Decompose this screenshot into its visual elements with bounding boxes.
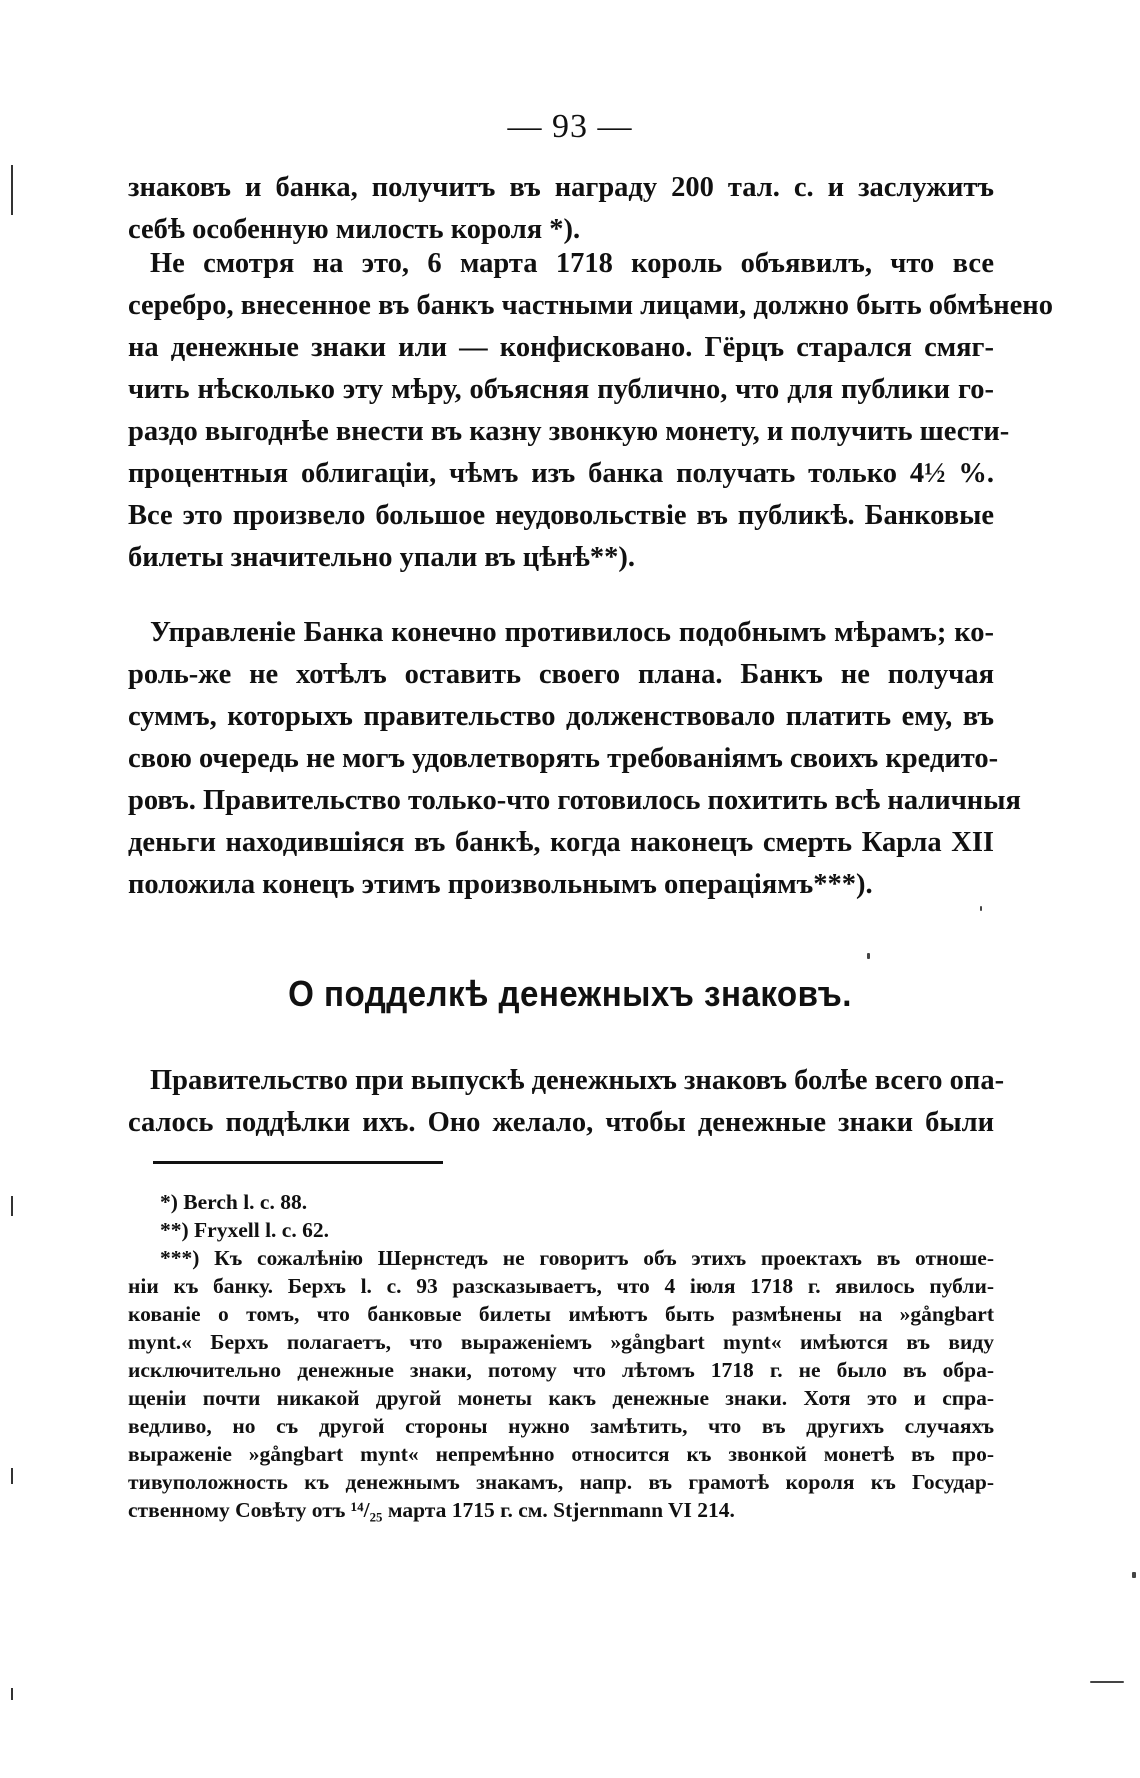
text-line: Не смотря на это, 6 марта 1718 король объявилъ, что все: [150, 248, 994, 279]
text-line: свою очередь не могъ удовлетворять требованіямъ своихъ кредито-: [128, 743, 999, 774]
scan-margin-mark: [11, 165, 13, 215]
text-line: ровъ. Правительство только-что готовилось похитить всѣ наличныя: [128, 785, 1021, 816]
footnote-3-line: ***) Къ сожалѣнію Шернстедъ не говоритъ объ этихъ проектахъ въ отноше-: [160, 1246, 994, 1270]
text-line: билеты значительно упали въ цѣнѣ**).: [128, 542, 635, 573]
scan-dot: [1132, 1572, 1136, 1578]
text-line: Правительство при выпускѣ денежныхъ знаковъ болѣе всего опа-: [150, 1065, 1005, 1096]
footnote-3-line: исключительно денежные знаки, потому что лѣтомъ 1718 г. не было въ обра-: [128, 1358, 994, 1382]
paragraph-decree: [128, 243, 1053, 579]
footnote-3-line: тивуположность къ денежнымъ знакамъ, напр. въ грамотѣ короля къ Государ-: [128, 1470, 994, 1494]
footnote-1: *) Berch l. c. 88.: [160, 1190, 308, 1214]
text-line: Все это произвело большое неудовольствіе въ публикѣ. Банковые: [128, 500, 994, 531]
paragraph-bank-administration: [128, 612, 1021, 906]
text-line: процентныя облигаціи, чѣмъ изъ банка получать только 4½ %.: [128, 458, 994, 489]
text-line: суммъ, которыхъ правительство долженствовало платить ему, въ: [128, 701, 994, 732]
paragraph-continuation: [128, 167, 994, 251]
section-heading: О подделкѣ денежныхъ знаковъ.: [288, 973, 852, 1014]
footnote-3-line: щеніи почти никакой другой монеты какъ денежные знаки. Хотя это и спра-: [128, 1386, 994, 1410]
footnotes: [128, 1188, 994, 1524]
text-line: Управленіе Банка конечно противилось подобнымъ мѣрамъ; ко-: [150, 617, 994, 648]
text-line: себѣ особенную милость короля *).: [128, 214, 581, 245]
footnote-3-line: ведливо, но съ другой стороны нужно замѣтить, что въ другихъ случаяхъ: [128, 1414, 994, 1438]
scan-dash: [1090, 1681, 1124, 1683]
scan-dot: [980, 906, 982, 911]
paragraph-counterfeiting: [128, 1060, 1005, 1144]
text-line: знаковъ и банка, получитъ въ награду 200 тал. с. и заслужитъ: [128, 172, 994, 203]
text-line: раздо выгоднѣе внести въ казну звонкую монету, и получить шести-: [128, 416, 1010, 447]
footnote-divider: [153, 1161, 443, 1164]
page-number: — 93 —: [507, 108, 633, 145]
scan-dot: [867, 953, 870, 959]
text-line: положила конецъ этимъ произвольнымъ операціямъ***).: [128, 869, 873, 900]
footnote-3-line: ніи къ банку. Берхъ l. c. 93 разсказываетъ, что 4 іюля 1718 г. явилось публи-: [128, 1274, 994, 1298]
footnote-3-line: mynt.« Берхъ полагаетъ, что выраженіемъ »gångbart mynt« имѣются въ виду: [128, 1330, 994, 1354]
footnote-3-line: выраженіе »gångbart mynt« непремѣнно относится къ звонкой монетѣ въ про-: [128, 1442, 994, 1466]
text-line: серебро, внесенное въ банкъ частными лицами, должно быть обмѣнено: [128, 290, 1053, 321]
footnote-3-line: ственному Совѣту отъ ¹⁴/₂₅ марта 1715 г. см. Stjernmann VI 214.: [128, 1498, 735, 1522]
scan-margin-mark: [11, 1468, 13, 1484]
footnote-3-line: кованіе о томъ, что банковые билеты имѣютъ быть размѣнены на »gångbart: [128, 1302, 994, 1326]
text-line: деньги находившіяся въ банкѣ, когда наконецъ смерть Карла XII: [128, 827, 994, 858]
text-line: салось поддѣлки ихъ. Оно желало, чтобы денежные знаки были: [128, 1107, 994, 1138]
scan-margin-mark: [11, 1196, 13, 1216]
text-line: роль-же не хотѣлъ оставить своего плана. Банкъ не получая: [128, 659, 994, 690]
footnote-2: **) Fryxell l. c. 62.: [160, 1218, 329, 1242]
text-line: на денежные знаки или — конфисковано. Гёрцъ старался смяг-: [128, 332, 994, 363]
scan-margin-mark: [11, 1688, 13, 1700]
text-line: чить нѣсколько эту мѣру, объясняя публично, что для публики го-: [128, 374, 994, 405]
